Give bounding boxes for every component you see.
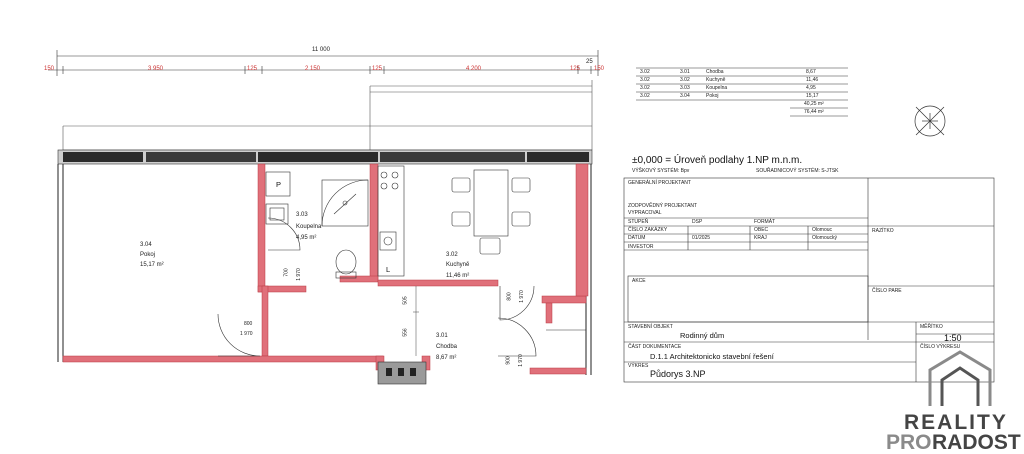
- region-label: KRAJ: [754, 235, 767, 241]
- room-chodba-area: 8,67 m²: [436, 355, 457, 361]
- drew-label: VYPRACOVAL: [628, 210, 662, 216]
- dim-seg-7: 125: [570, 66, 581, 72]
- dim-seg-6: 4 200: [466, 66, 482, 72]
- dim-seg-4: 2 150: [305, 66, 321, 72]
- table-cell: 3.02: [640, 85, 650, 91]
- room-kuchyne-name: Kuchyně: [446, 262, 470, 268]
- stamp-label: RAZÍTKO: [872, 228, 894, 234]
- internal-walls: [63, 164, 588, 374]
- municipality-value: Olomouc: [812, 227, 833, 233]
- door-dim-bath-w: 700: [283, 268, 290, 277]
- scale-value: 1:50: [944, 333, 962, 343]
- door-dim-entry-w: 900: [505, 356, 512, 365]
- dim-seg-1: 150: [44, 66, 55, 72]
- table-cell: 8,67: [806, 69, 816, 75]
- dim-seg-2: 3 950: [148, 66, 164, 72]
- table-cell: 11,46: [806, 77, 819, 83]
- table-cell: Kuchyně: [706, 77, 726, 83]
- dim-seg-3: 125: [247, 66, 258, 72]
- object-value: Rodinný dům: [680, 331, 725, 340]
- copy-label: ČÍSLO PARE: [872, 288, 902, 294]
- drawing-label: VÝKRES: [628, 363, 649, 369]
- table-total: 76,44 m²: [804, 109, 824, 115]
- north-arrow-icon: [915, 106, 945, 136]
- vertical-dimension-lines: [413, 286, 419, 356]
- door-dim-entry-h: 1 970: [517, 354, 524, 367]
- vertical-dim-2: 556: [402, 328, 409, 337]
- part-label: ČÁST DOKUMENTACE: [628, 344, 682, 350]
- table-cell: 3.03: [680, 85, 690, 91]
- table-cell: Koupelna: [706, 85, 728, 91]
- drawing-value: Půdorys 3.NP: [650, 369, 706, 379]
- vertical-dim-1: 505: [402, 296, 409, 305]
- door-dim-kitchen-h: 1 970: [518, 290, 525, 303]
- table-cell: 3.01: [680, 69, 690, 75]
- table-cell: 15,17: [806, 93, 819, 99]
- door-dim-bath-h: 1 970: [295, 268, 302, 281]
- stair-block: [378, 362, 426, 384]
- investor-label: INVESTOR: [628, 244, 654, 250]
- table-cell: 3.02: [680, 77, 690, 83]
- part-value: D.1.1 Architektonicko stavební řešení: [650, 352, 774, 361]
- fixture-l-label: L: [386, 265, 391, 274]
- region-value: Olomoucký: [812, 235, 838, 241]
- level-line: ±0,000 = Úroveň podlahy 1.NP m.n.m.: [632, 155, 803, 166]
- date-label: DATUM: [628, 235, 646, 241]
- municipality-label: OBEC: [754, 227, 769, 233]
- order-label: ČÍSLO ZAKÁZKY: [628, 227, 668, 233]
- door-dim-kitchen-w: 800: [506, 292, 513, 301]
- facade-outline: [63, 80, 592, 150]
- kitchen-fixtures: [378, 166, 530, 276]
- room-pokoj-name: Pokoj: [140, 252, 156, 258]
- table-cell: 3.02: [640, 69, 650, 75]
- dim-seg-8: 150: [594, 66, 605, 72]
- dim-seg-5: 125: [372, 66, 383, 72]
- room-pokoj-code: 3.04: [140, 242, 152, 248]
- logo-house-icon: [930, 352, 990, 406]
- authorized-label: ZODPOVĚDNÝ PROJEKTANT: [628, 203, 698, 209]
- top-dimension-lines: [48, 50, 600, 76]
- table-cell: 3.02: [640, 77, 650, 83]
- dim-right-small: 25: [586, 59, 593, 65]
- scale-label: MĚŘÍTKO: [920, 324, 943, 330]
- logo-line2b: RADOST: [932, 431, 1021, 454]
- room-koupelna-name: Koupelna: [296, 224, 322, 230]
- fixture-p-label: P: [276, 180, 282, 189]
- table-cell: 3.02: [640, 93, 650, 99]
- format-label: FORMÁT: [754, 219, 776, 225]
- room-chodba-name: Chodba: [436, 344, 458, 350]
- table-cell: Pokoj: [706, 93, 719, 99]
- drawing-no-label: ČÍSLO VÝKRESU: [920, 344, 961, 350]
- table-cell: Chodba: [706, 69, 724, 75]
- general-designer-label: GENERÁLNÍ PROJEKTANT: [628, 180, 691, 186]
- coord-system: SOUŘADNICOVÝ SYSTÉM: S-JTSK: [756, 168, 839, 174]
- room-koupelna-code: 3.03: [296, 212, 308, 218]
- logo-line2a: PRO: [886, 431, 932, 454]
- room-kuchyne-code: 3.02: [446, 252, 458, 258]
- outer-walls: [58, 164, 591, 375]
- room-chodba-code: 3.01: [436, 333, 448, 339]
- date-value: 01/2025: [692, 235, 711, 241]
- room-pokoj-area: 15,17 m²: [140, 262, 164, 268]
- north-wall: [58, 150, 592, 164]
- logo-line1: REALITY: [904, 411, 1008, 434]
- door-dim-room-h: 1 970: [240, 331, 253, 337]
- stage-label: STUPEŇ: [628, 219, 649, 225]
- door-dim-room-w: 800: [244, 321, 253, 327]
- room-koupelna-area: 4,95 m²: [296, 235, 317, 241]
- table-cell: 3.04: [680, 93, 690, 99]
- height-system: VÝŠKOVÝ SYSTÉM: Bpv: [632, 168, 690, 174]
- table-subtotal: 40,25 m²: [804, 101, 824, 107]
- action-label: AKCE: [632, 278, 646, 284]
- table-cell: 4,95: [806, 85, 816, 91]
- stage-value: DSP: [692, 219, 703, 225]
- dim-total: 11 000: [312, 47, 330, 53]
- object-label: STAVEBNÍ OBJEKT: [628, 324, 673, 330]
- room-kuchyne-area: 11,46 m²: [446, 273, 470, 279]
